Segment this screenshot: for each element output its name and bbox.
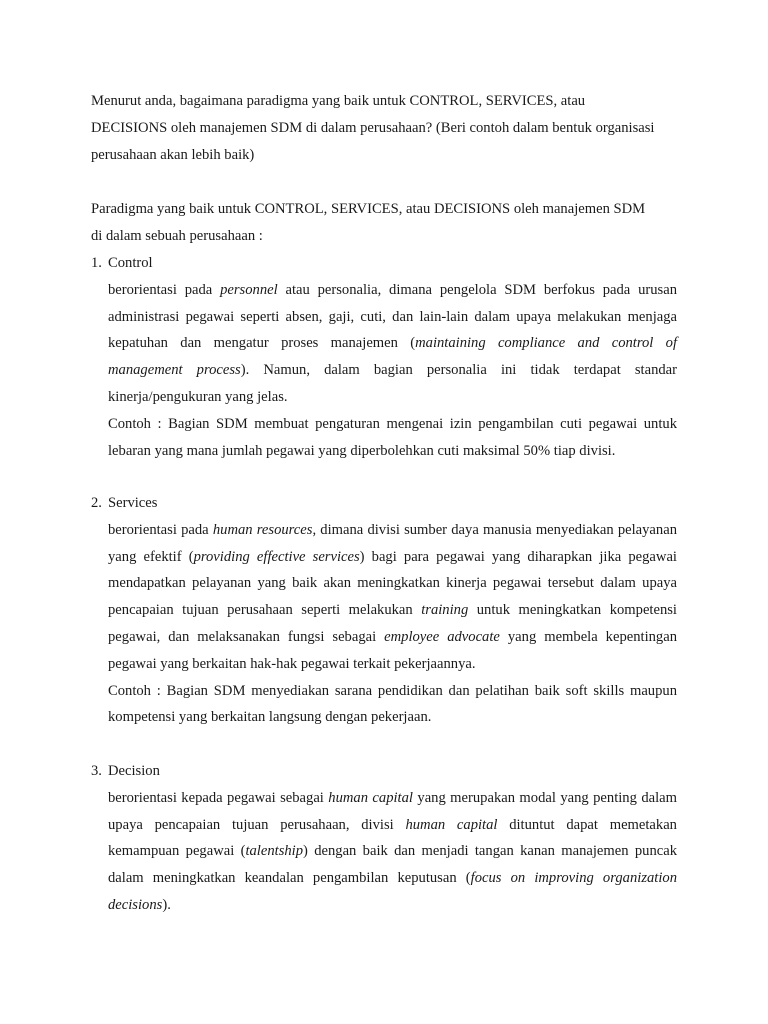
text-run: yang membela kepentingan pegawai yang berkaitan hak-hak pegawai terkait pekerjaannya. [108, 628, 677, 672]
item-title: Decision [108, 763, 160, 779]
item-description [108, 785, 677, 919]
item-title: Services [108, 495, 158, 511]
question-line: Menurut anda, bagaimana paradigma yang baik untuk CONTROL, SERVICES, atau [91, 93, 586, 109]
text-run: untuk meningkatkan kompetensi pegawai, dan melaksanakan fungsi sebagai [108, 602, 677, 645]
item-example: Contoh : Bagian SDM membuat pengaturan mengenai izin pengambilan cuti pegawai untuk lebaran yang mana jumlah pegawai yang diperbolehkan cuti maksimal 50% tiap divisi. [108, 415, 677, 459]
item-heading [91, 250, 677, 277]
italic-term: maintaining compliance and control of management process [108, 335, 677, 379]
item-body [108, 277, 677, 465]
item-number: 1. [91, 255, 102, 271]
item-title: Control [108, 255, 153, 271]
text-run: ). Namun, dalam bagian personalia ini tidak terdapat standar kinerja/pengukuran yang jelas. [108, 362, 678, 405]
italic-term: personnel [220, 281, 278, 298]
text-run: berorientasi kepada pegawai sebagai [108, 789, 329, 806]
question-paragraph [91, 88, 677, 168]
list-item-services [91, 490, 677, 731]
text-run: berorientasi pada [108, 281, 221, 298]
question-line: perusahaan akan lebih baik) [91, 146, 255, 163]
item-description [108, 277, 677, 411]
text-run: ) dengan baik dan menjadi tangan kanan manajemen puncak dalam meningkatkan keandalan pengambilan keputusan ( [108, 843, 677, 887]
text-run: yang merupakan modal yang penting dalam upaya pencapaian tujuan perusahaan, divisi [108, 789, 677, 833]
text-run: ). [162, 896, 171, 913]
text-run: ) bagi para pegawai yang diharapkan jika pegawai mendapatkan pelayanan yang baik akan meningkatkan kinerja pegawai tersebut dalam upaya pencapaian tujuan perusahaan seperti melakukan [108, 548, 677, 619]
italic-term: employee advocate [384, 628, 500, 645]
intro-line: Paradigma yang baik untuk CONTROL, SERVICES, atau DECISIONS oleh manajemen SDM [91, 201, 646, 217]
list-item-control [91, 250, 677, 464]
text-run: , dimana divisi sumber daya manusia menyediakan pelayanan yang efektif ( [108, 521, 677, 565]
item-heading [91, 490, 677, 517]
item-number: 2. [91, 495, 102, 511]
italic-term: human resources [212, 521, 313, 538]
italic-term: training [421, 602, 469, 619]
item-description [108, 517, 677, 678]
italic-term: human capital [328, 789, 413, 806]
italic-term: providing effective services [193, 548, 360, 565]
text-run: berorientasi pada [108, 521, 213, 538]
item-heading [91, 758, 677, 785]
text-run: atau personalia, dimana pengelola SDM berfokus pada urusan administrasi pegawai seperti absen, gaji, cuti, dan lain-lain dalam upaya melakukan menjaga kepatuhan dan mengatur proses manajemen ( [108, 281, 678, 352]
intro-line: di dalam sebuah perusahaan : [91, 227, 263, 244]
text-run: dituntut dapat memetakan kemampuan pegawai ( [108, 816, 677, 860]
list-item-decision [91, 758, 677, 919]
item-body [108, 517, 677, 731]
italic-term: talentship [245, 843, 304, 860]
item-body [108, 785, 677, 919]
italic-term: human capital [405, 816, 498, 833]
italic-term: focus on improving organization decisions [108, 870, 677, 913]
intro-paragraph [91, 196, 677, 250]
question-line: DECISIONS oleh manajemen SDM di dalam perusahaan? (Beri contoh dalam bentuk organisasi [91, 119, 655, 136]
item-number: 3. [91, 763, 102, 779]
item-example: Contoh : Bagian SDM menyediakan sarana pendidikan dan pelatihan baik soft skills maupun kompetensi yang berkaitan langsung dengan pekerjaan. [108, 682, 677, 726]
